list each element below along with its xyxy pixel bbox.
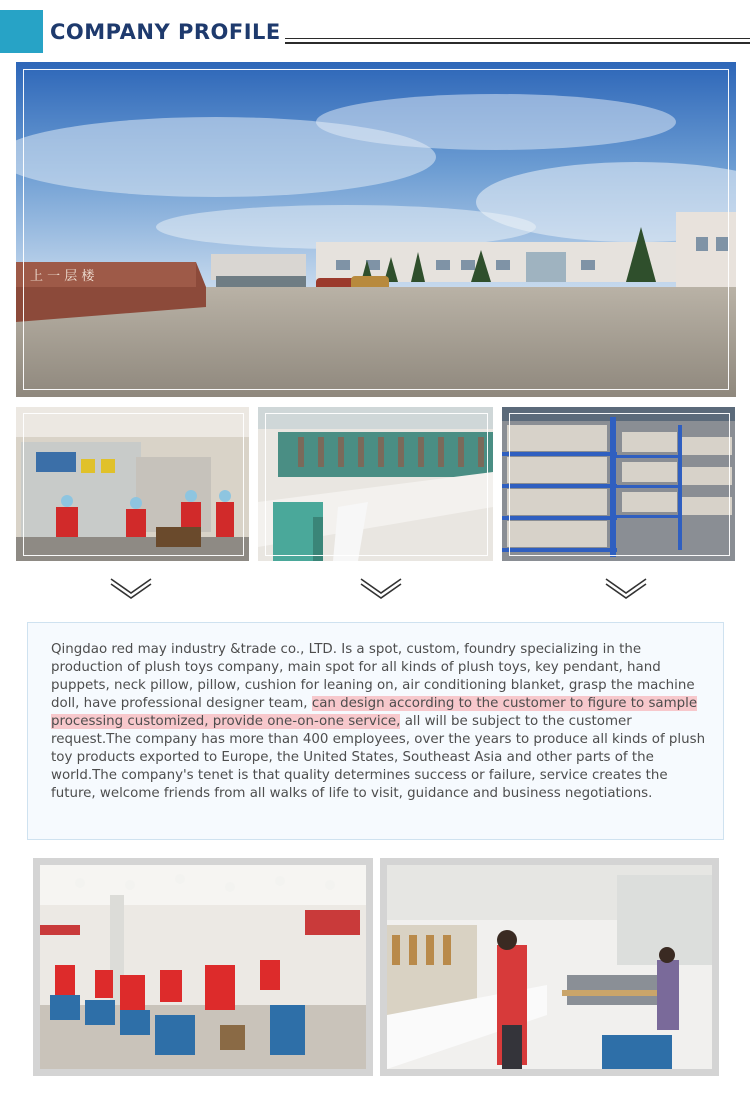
- workshop-photo-sewing: [16, 407, 249, 561]
- title-divider: [285, 38, 750, 39]
- factory-exterior-photo: [16, 62, 736, 397]
- title-divider-thick: [285, 42, 750, 44]
- header-accent-block: [0, 10, 43, 53]
- description-text: Qingdao red may industry &trade co., LTD. Is a spot, custom, foundry specializing in the production of plush toys company, main spot for all kinds of plush toys, key pendant, hand puppets, neck pillow, pillow, cushion for leaning on, air conditioning blanket, grasp the machine doll, have professional designer team,: [51, 642, 695, 711]
- section-title: COMPANY PROFILE: [50, 20, 281, 44]
- workshop-photo-storage: [502, 407, 735, 561]
- chevron-down-icon: [604, 575, 648, 599]
- description-text-end: all will be subject to the customer request.The company has more than 400 employees, over the years to produce all kinds of plush toy products exported to Europe, the United States, Southeast Asia and other parts of the world.The company's tenet is that quality determines success or failure, service creates the future, welcome friends from all walks of life to visit, guidance and business negotiations.: [51, 714, 706, 801]
- company-description-box: [27, 622, 724, 840]
- embroidery-workshop-photo: [387, 865, 712, 1069]
- chevron-down-icon: [359, 575, 403, 599]
- chevron-down-icon: [109, 575, 153, 599]
- description-highlight: can design according to the customer to figure to sample processing customized, provide one-on-one service,: [51, 696, 698, 729]
- building-sign-text: 上 一 层 楼: [30, 269, 95, 284]
- company-description: [51, 641, 711, 803]
- workshop-photo-embroidery: [258, 407, 493, 561]
- production-floor-photo: [40, 865, 366, 1069]
